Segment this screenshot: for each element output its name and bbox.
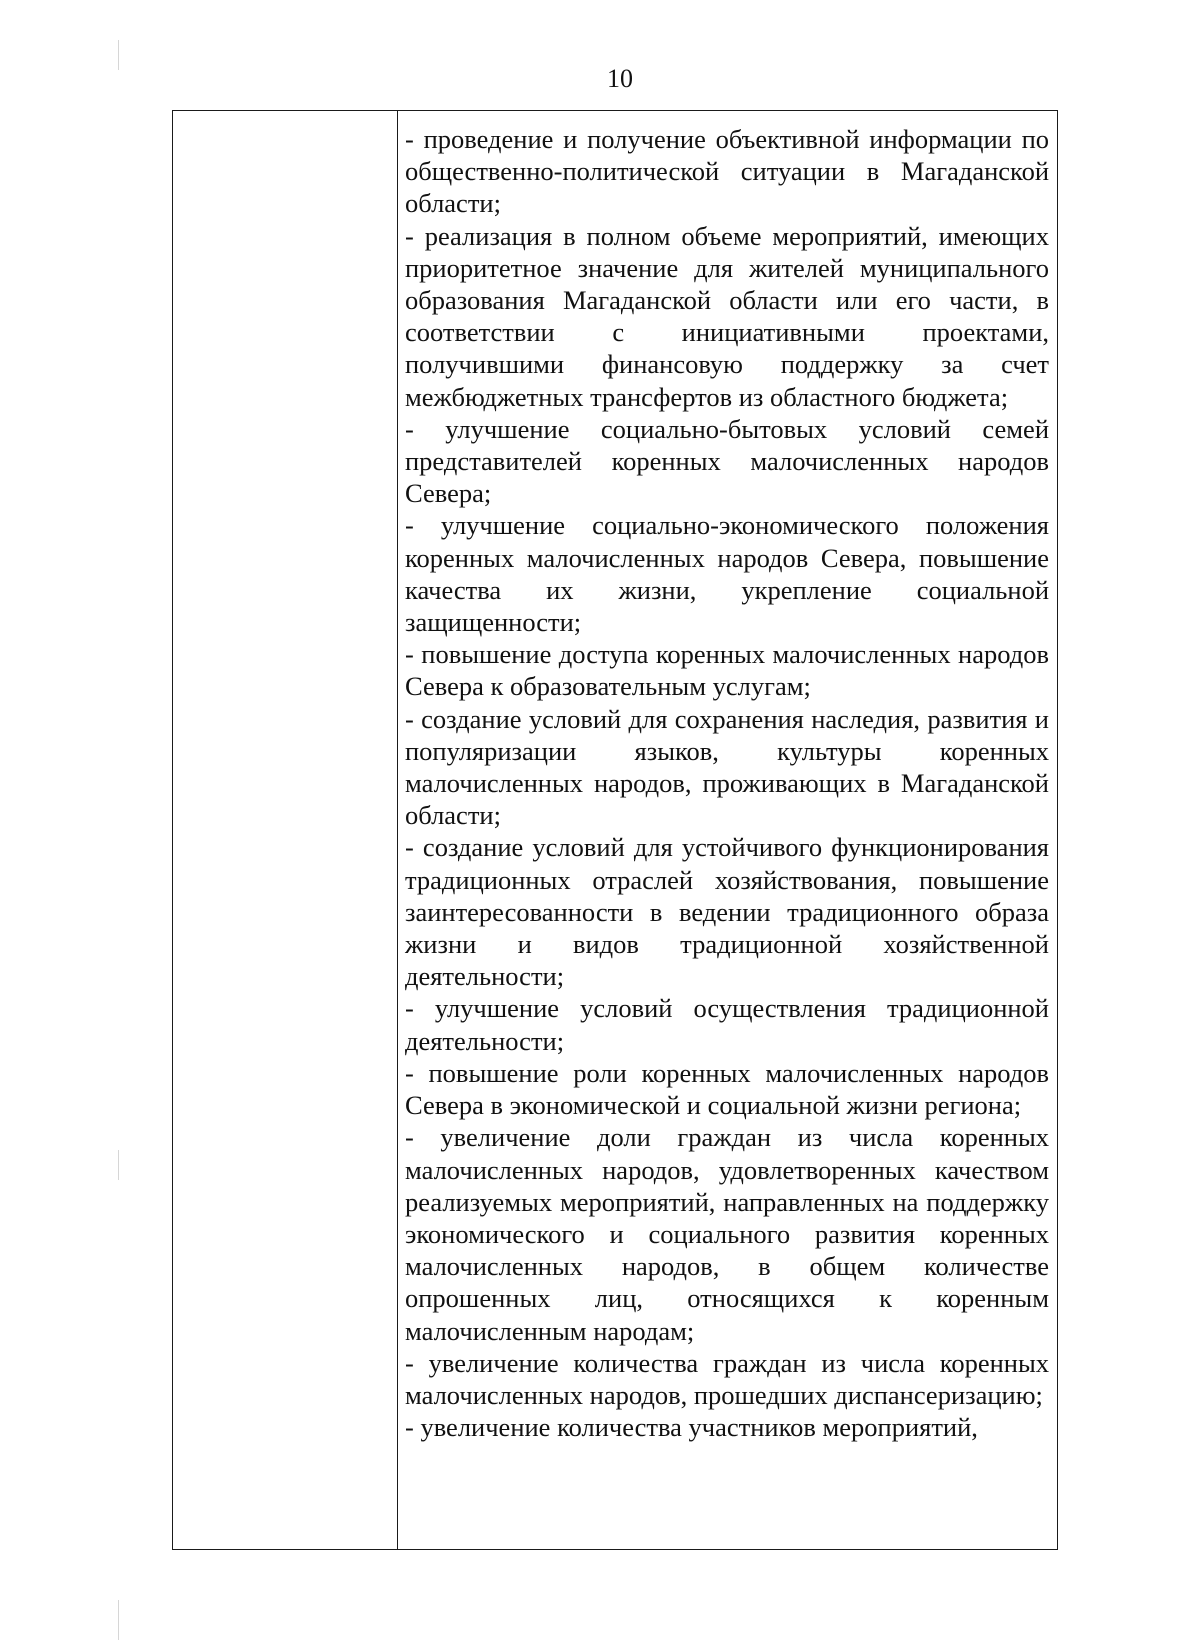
list-item: - создание условий для сохранения наследия, развития и популяризации языков, культуры коренных малочисленных народов, проживающих в Магаданской области; (405, 703, 1049, 831)
list-item: - реализация в полном объеме мероприятий, имеющих приоритетное значение для жителей муниципального образования Магаданской области или его части, в соответствии с инициативными проектами, получившими финансовую поддержку за счет межбюджетных трансфертов из областного бюджета; (405, 220, 1049, 412)
table-left-cell (173, 111, 398, 1549)
list-item: - увеличение количества участников мероприятий, (405, 1412, 978, 1443)
scan-margin-mark (118, 1600, 119, 1640)
page-number: 10 (607, 64, 633, 93)
list-item: - создание условий для устойчивого функционирования традиционных отраслей хозяйствования, повышение заинтересованности в ведении традиционного образа жизни и видов традиционной хозяйственной деятельности; (405, 832, 1049, 992)
scan-margin-mark (118, 1150, 119, 1180)
list-item: - улучшение условий осуществления традиционной деятельности; (405, 993, 1049, 1056)
list-item: - улучшение социально-экономического положения коренных малочисленных народов Севера, повышение качества их жизни, укрепление социальной защищенности; (405, 510, 1049, 638)
document-table (172, 110, 1058, 1550)
list-item: - повышение доступа коренных малочисленных народов Севера к образовательным услугам; (405, 639, 1049, 702)
list-item: - проведение и получение объективной информации по общественно-политической ситуации в Магаданской области; (405, 124, 1049, 219)
scan-margin-mark (118, 40, 119, 70)
list-item: - увеличение количества граждан из числа коренных малочисленных народов, прошедших диспансеризацию; (405, 1347, 1049, 1410)
list-item: - повышение роли коренных малочисленных народов Севера в экономической и социальной жизни региона; (405, 1057, 1049, 1121)
table-right-cell (398, 111, 1057, 1549)
list-item: - улучшение социально-бытовых условий семей представителей коренных малочисленных народов Севера; (405, 413, 1049, 509)
list-item: - увеличение доли граждан из числа коренных малочисленных народов, удовлетворенных качеством реализуемых мероприятий, направленных на поддержку экономического и социального развития коренных малочисленных народов, в общем количестве опрошенных лиц, относящихся к коренным малочисленным народам; (405, 1122, 1049, 1346)
